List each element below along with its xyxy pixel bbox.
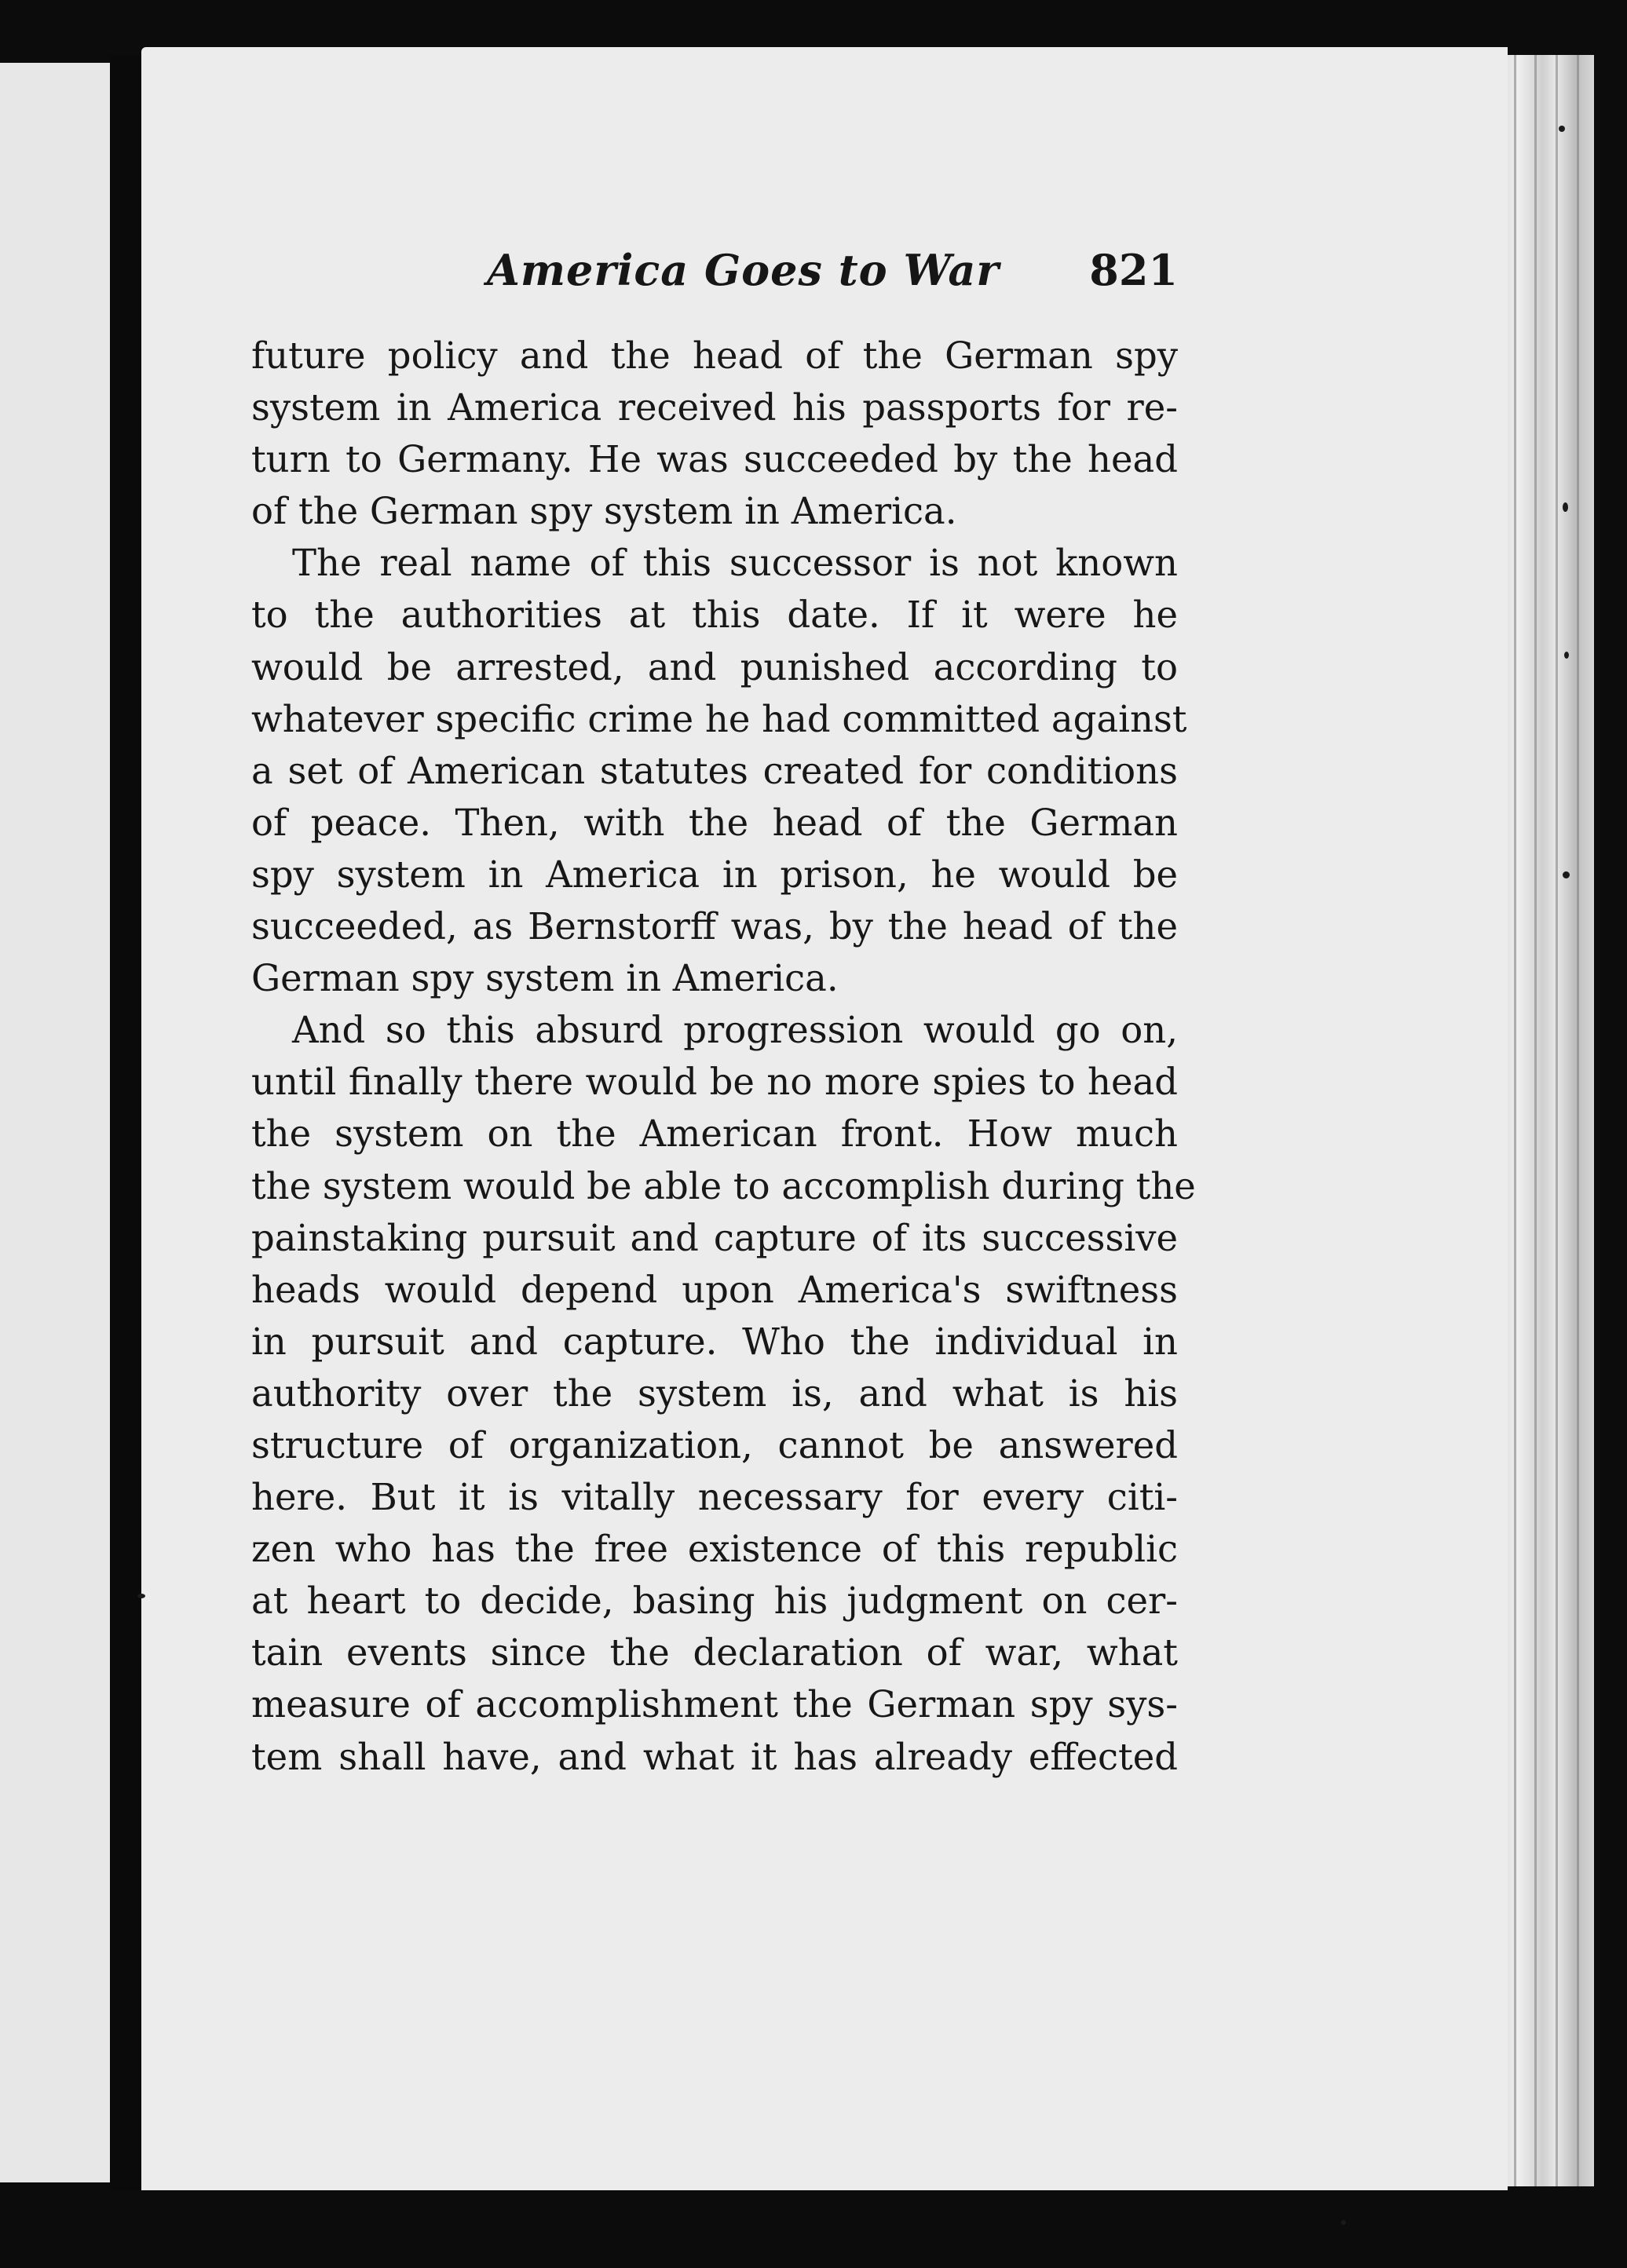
facing-page-edge (0, 63, 110, 2182)
text-line: whatever specific crime he had committed against (251, 697, 1187, 740)
page-stack-edge (1500, 55, 1594, 2186)
text-line: the system on the American front. How much (251, 1112, 1178, 1156)
text-line: of the German spy system in America. (251, 490, 957, 533)
text-line: the system would be able to accomplish during the (251, 1164, 1196, 1207)
text-line: spy system in America in prison, he would be (251, 853, 1178, 896)
scan-speck (1563, 871, 1570, 878)
text-line: And so this absurd progression would go on, (292, 1009, 1178, 1052)
running-title: America Goes to War (487, 245, 1000, 295)
scan-speck (1564, 652, 1569, 659)
body-text (251, 330, 1196, 1783)
page-number: 821 (1089, 245, 1178, 295)
text-line: at heart to decide, basing his judgment on cer- (251, 1580, 1178, 1623)
text-line: of peace. Then, with the head of the German (251, 801, 1178, 844)
text-line: heads would depend upon America's swiftness (251, 1268, 1178, 1311)
scan-speck (1559, 126, 1565, 132)
text-line: structure of organization, cannot be answered (251, 1423, 1178, 1466)
text-line: succeeded, as Bernstorff was, by the head of the (251, 905, 1178, 948)
text-line: future policy and the head of the German spy (251, 334, 1178, 377)
scan-speck (1563, 502, 1568, 512)
text-line: would be arrested, and punished according to (251, 645, 1178, 688)
text-line: until finally there would be no more spies to head (251, 1061, 1178, 1104)
text-line: to the authorities at this date. If it were he (251, 593, 1178, 637)
text-line: tain events since the declaration of war, what (251, 1631, 1178, 1675)
text-line: a set of American statutes created for conditions (251, 749, 1178, 792)
gutter-shadow (110, 55, 141, 2190)
running-header (251, 245, 1178, 308)
scan-speck (137, 1594, 145, 1598)
text-line: system in America received his passports for re- (251, 386, 1178, 429)
text-line: turn to Germany. He was succeeded by the head (251, 438, 1178, 481)
scan-speck (1341, 2220, 1346, 2225)
text-line: The real name of this successor is not known (292, 542, 1178, 585)
text-line: zen who has the free existence of this republic (251, 1528, 1178, 1571)
text-line: German spy system in America. (251, 957, 839, 1000)
text-line: tem shall have, and what it has already effected (251, 1735, 1178, 1778)
text-line: measure of accomplishment the German spy sys- (251, 1683, 1178, 1726)
text-line: authority over the system is, and what is his (251, 1371, 1178, 1415)
text-line: in pursuit and capture. Who the individual in (251, 1320, 1178, 1363)
text-line: here. But it is vitally necessary for every citi- (251, 1476, 1178, 1519)
text-line: painstaking pursuit and capture of its successive (251, 1216, 1178, 1259)
